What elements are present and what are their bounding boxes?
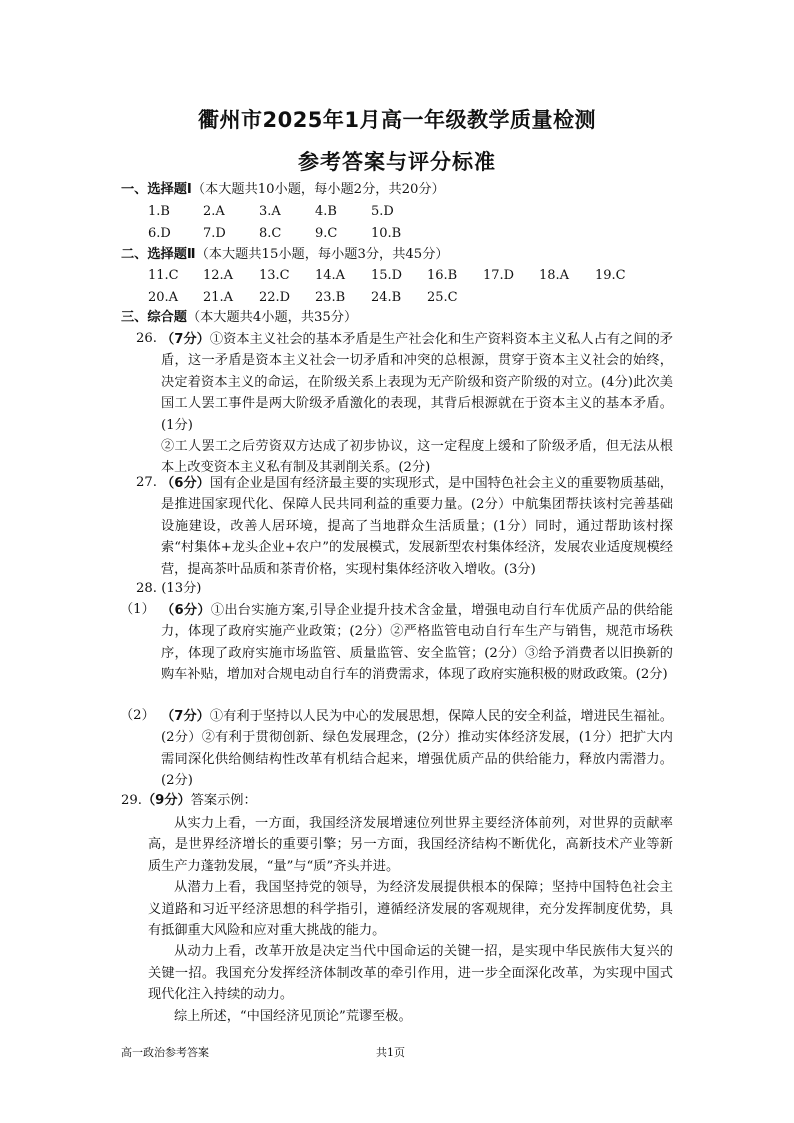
answer-item: 23.B	[315, 290, 346, 305]
q29-heading	[121, 791, 257, 811]
answer-item: 2.A	[203, 204, 225, 219]
answer-item: 5.D	[371, 204, 394, 219]
document-subtitle: 参考答案与评分标准	[298, 150, 496, 174]
answer-item: 6.D	[148, 226, 171, 241]
answer-item: 16.B	[427, 268, 458, 283]
q28-2-score: （7分）	[161, 709, 210, 724]
answer-item: 17.D	[483, 268, 515, 283]
q28-1-answer	[161, 600, 673, 686]
answer-item: 20.A	[148, 290, 179, 305]
q29-intro: 答案示例：	[190, 793, 257, 808]
answer-item: 19.C	[595, 268, 626, 283]
q27-text: 国有企业是国有经济最主要的实现形式，是中国特色社会主义的重要物质基础，是推进国家现代化、保障人民共同利益的重要力量。(2分）中航集团帮扶该村完善基础设施建设，改善人居环境，提高了当地群众生活质量；(1分）同时，通过帮助该村探索“村集体+龙头企业+农户”的发展模式，发展新型农村集体经济，发展农业适度规模经营，提高茶叶品质和茶青价格，实现村集体经济收入增收。(3分)	[161, 476, 673, 577]
section-1-note: （本大题共10小题，每小题2分，共20分）	[191, 182, 445, 197]
q28-2-answer	[161, 706, 673, 792]
answer-item: 25.C	[427, 290, 458, 305]
q29-answer	[148, 813, 673, 1027]
q28-score: (13分)	[161, 581, 202, 596]
section-1-heading	[121, 180, 445, 200]
q27-answer	[161, 473, 673, 580]
q26-score: （7分）	[161, 332, 210, 347]
section-3-note: （本大题共4小题，共35分）	[186, 310, 358, 325]
answer-item: 8.C	[259, 226, 282, 241]
answer-item: 1.B	[148, 204, 170, 219]
answer-item: 11.C	[148, 268, 179, 283]
answer-item: 18.A	[539, 268, 570, 283]
q27-score: （6分）	[161, 476, 210, 491]
q29-paragraph: 从实力上看，一方面，我国经济发展增速位列世界主要经济体前列，对世界的贡献率高，是世界经济增长的重要引擎；另一方面，我国经济结构不断优化，高新技术产业等新质生产力蓬勃发展，“量”与“质”齐头并进。	[148, 816, 673, 874]
q28-2-label: （2）	[120, 708, 155, 723]
q29-paragraph: 综上所述，“中国经济见顶论”荒谬至极。	[174, 1008, 412, 1024]
section-2-note: （本大题共15小题，每小题3分，共45分）	[195, 247, 449, 262]
answer-item: 22.D	[259, 290, 291, 305]
section-3-label: 三、综合题	[121, 310, 187, 325]
footer-left: 高一政治参考答案	[121, 1046, 209, 1059]
answer-item: 3.A	[259, 204, 281, 219]
answer-item: 24.B	[371, 290, 402, 305]
q26-text-2: ②工人罢工之后劳资双方达成了初步协议，这一定程度上缓和了阶级矛盾，但无法从根本上改变资本主义私有制及其剥削关系。(2分)	[161, 439, 673, 476]
q26-number: 26.	[136, 331, 157, 346]
q28-2-text: ①有利于坚持以人民为中心的发展思想，保障人民的安全利益，增进民生福祉。(2分）②有利于贯彻创新、绿色发展理念，(2分）推动实体经济发展，(1分）把扩大内需同深化供给侧结构性改革有机结合起来，增强优质产品的供给能力，释放内需潜力。(2分)	[161, 709, 673, 789]
q29-paragraph: 从潜力上看，我国坚持党的领导，为经济发展提供根本的保障；坚持中国特色社会主义道路和习近平经济思想的科学指引，遵循经济发展的客观规律，充分发挥制度优势，具有抵御重大风险和应对重大挑战的能力。	[148, 880, 673, 939]
q29-number: 29.	[121, 793, 142, 808]
section-2-label: 二、选择题Ⅱ	[121, 247, 196, 262]
answer-item: 15.D	[371, 268, 403, 283]
answer-item: 21.A	[203, 290, 234, 305]
answer-item: 4.B	[315, 204, 337, 219]
document-title: 衢州市2025年1月高一年级教学质量检测	[197, 108, 597, 132]
q29-score: （9分）	[141, 793, 191, 808]
answer-item: 14.A	[315, 268, 346, 283]
q26-answer	[161, 329, 673, 479]
q28-1-text: ①出台实施方案,引导企业提升技术含金量，增强电动自行车优质产品的供给能力，体现了政府实施产业政策；(2分）②严格监管电动自行车生产与销售，规范市场秩序，体现了政府实施市场监管、质量监管、安全监管；(2分）③给予消费者以旧换新的购车补贴，增加对合规电动自行车的消费需求，体现了政府实施积极的财政政策。(2分)	[161, 603, 673, 683]
q29-paragraph: 从动力上看，改革开放是决定当代中国命运的关键一招，是实现中华民族伟大复兴的关键一招。我国充分发挥经济体制改革的牵引作用，进一步全面深化改革，为实现中国式现代化注入持续的动力。	[148, 944, 673, 1003]
footer-page: 共1页	[376, 1046, 405, 1059]
answer-item: 7.D	[203, 226, 226, 241]
q28-number: 28.	[136, 581, 157, 596]
section-3-heading	[121, 308, 357, 328]
q28-1-label: （1）	[120, 602, 155, 617]
answer-item: 9.C	[315, 226, 338, 241]
q27-number: 27.	[136, 475, 157, 490]
section-2-heading	[121, 245, 449, 265]
q28-heading	[136, 579, 201, 599]
answer-item: 10.B	[371, 226, 402, 241]
answer-item: 12.A	[203, 268, 234, 283]
section-1-label: 一、选择题Ⅰ	[121, 182, 192, 197]
answer-item: 13.C	[259, 268, 290, 283]
q28-1-score: （6分）	[161, 603, 211, 618]
q26-text-1: ①资本主义社会的基本矛盾是生产社会化和生产资料资本主义私人占有之间的矛盾，这一矛盾是资本主义社会一切矛盾和冲突的总根源，贯穿于资本主义社会的始终，决定着资本主义的命运，在阶级关系上表现为无产阶级和资产阶级的对立。(4分)此次美国工人罢工事件是两大阶级矛盾激化的表现，其背后根源就在于资本主义的基本矛盾。(1分)	[161, 332, 673, 433]
